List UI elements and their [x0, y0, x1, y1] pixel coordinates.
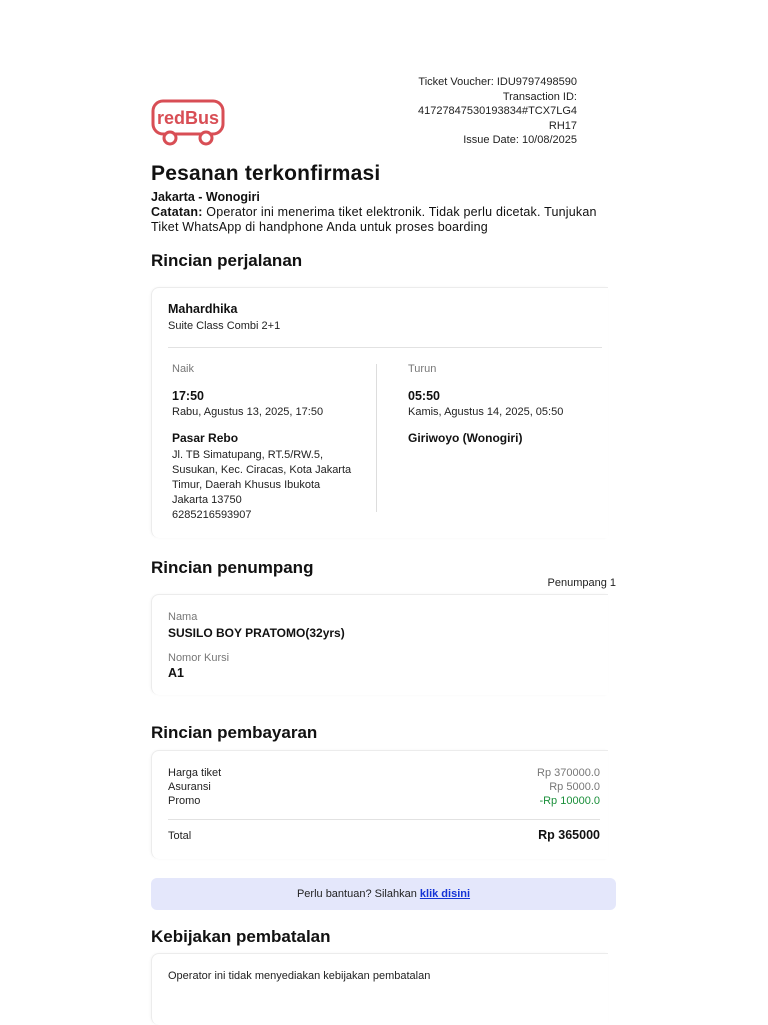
- column-divider: [376, 364, 377, 512]
- name-label: Nama: [168, 611, 198, 623]
- total-row: [168, 828, 600, 844]
- payment-value: Rp 5000.0: [549, 781, 600, 793]
- cancellation-section-title: Kebijakan pembatalan: [151, 927, 331, 946]
- help-banner: [151, 878, 616, 910]
- total-value: Rp 365000: [538, 828, 600, 842]
- cancellation-card: [151, 953, 608, 1025]
- dropping-date: Kamis, Agustus 14, 2025, 05:50: [408, 406, 564, 418]
- payment-label: Harga tiket: [168, 767, 222, 779]
- boarding-place: Pasar Rebo: [172, 431, 239, 445]
- route-code: RH17: [548, 119, 577, 132]
- payment-row: [168, 795, 600, 809]
- page-title: Pesanan terkonfirmasi: [151, 162, 381, 185]
- passenger-count: Penumpang 1: [547, 577, 616, 589]
- operator-name: Mahardhika: [168, 302, 238, 316]
- dropping-time: 05:50: [408, 389, 440, 403]
- dropping-place: Giriwoyo (Wonogiri): [408, 431, 523, 445]
- payment-value: Rp 370000.0: [537, 767, 600, 779]
- trip-section-title: Rincian perjalanan: [151, 251, 303, 270]
- boarding-column: [172, 363, 372, 523]
- payment-card: [151, 750, 608, 859]
- total-label: Total: [168, 830, 192, 842]
- boarding-time: 17:50: [172, 389, 204, 403]
- payment-label: Asuransi: [168, 781, 211, 793]
- ticket-meta: [400, 75, 577, 148]
- transaction-id: 41727847530193834#TCX7LG4: [417, 105, 577, 117]
- payment-label: Promo: [168, 795, 201, 807]
- help-link[interactable]: klik disini: [419, 888, 471, 900]
- bus-class: Suite Class Combi 2+1: [168, 320, 281, 332]
- promo-value: -Rp 10000.0: [539, 795, 600, 807]
- voucher-line: Ticket Voucher: IDU9797498590: [418, 76, 577, 88]
- route: Jakarta - Wonogiri: [151, 190, 260, 204]
- payment-row: [168, 767, 600, 781]
- logo-text: redBus: [156, 108, 220, 128]
- passenger-section-title: Rincian penumpang: [151, 558, 314, 577]
- seat-label: Nomor Kursi: [168, 652, 230, 664]
- seat-number: A1: [168, 666, 184, 680]
- trip-card: [151, 287, 608, 538]
- booking-note: [151, 205, 621, 235]
- divider: [168, 347, 602, 348]
- help-text: Perlu bantuan? Silahkan: [296, 888, 420, 900]
- note-label: Catatan:: [151, 205, 203, 219]
- address-line: Jl. TB Simatupang, RT.5/RW.5,: [172, 449, 324, 461]
- boarding-date: Rabu, Agustus 13, 2025, 17:50: [172, 406, 324, 418]
- address-line: Susukan, Kec. Ciracas, Kota Jakarta: [172, 464, 352, 476]
- payment-section-title: Rincian pembayaran: [151, 723, 318, 742]
- note-text: Operator ini menerima tiket elektronik. Tidak perlu dicetak. Tunjukan Tiket WhatsApp di handphone Anda untuk proses boarding: [151, 205, 597, 234]
- issue-date: Issue Date: 10/08/2025: [463, 134, 577, 146]
- redbus-logo: [151, 99, 225, 147]
- boarding-phone: 6285216593907: [172, 509, 252, 521]
- passenger-card: [151, 594, 608, 695]
- boarding-address: [172, 448, 372, 523]
- cancellation-text: Operator ini tidak menyediakan kebijakan pembatalan: [168, 970, 431, 982]
- address-line: Timur, Daerah Khusus Ibukota: [172, 479, 321, 491]
- dropping-column: [408, 363, 608, 445]
- dropping-label: Turun: [408, 363, 437, 375]
- divider: [168, 819, 600, 820]
- transaction-label: Transaction ID:: [502, 90, 577, 103]
- address-line: Jakarta 13750: [172, 494, 242, 506]
- payment-row: [168, 781, 600, 795]
- passenger-name: SUSILO BOY PRATOMO(32yrs): [168, 626, 345, 640]
- boarding-label: Naik: [172, 363, 195, 375]
